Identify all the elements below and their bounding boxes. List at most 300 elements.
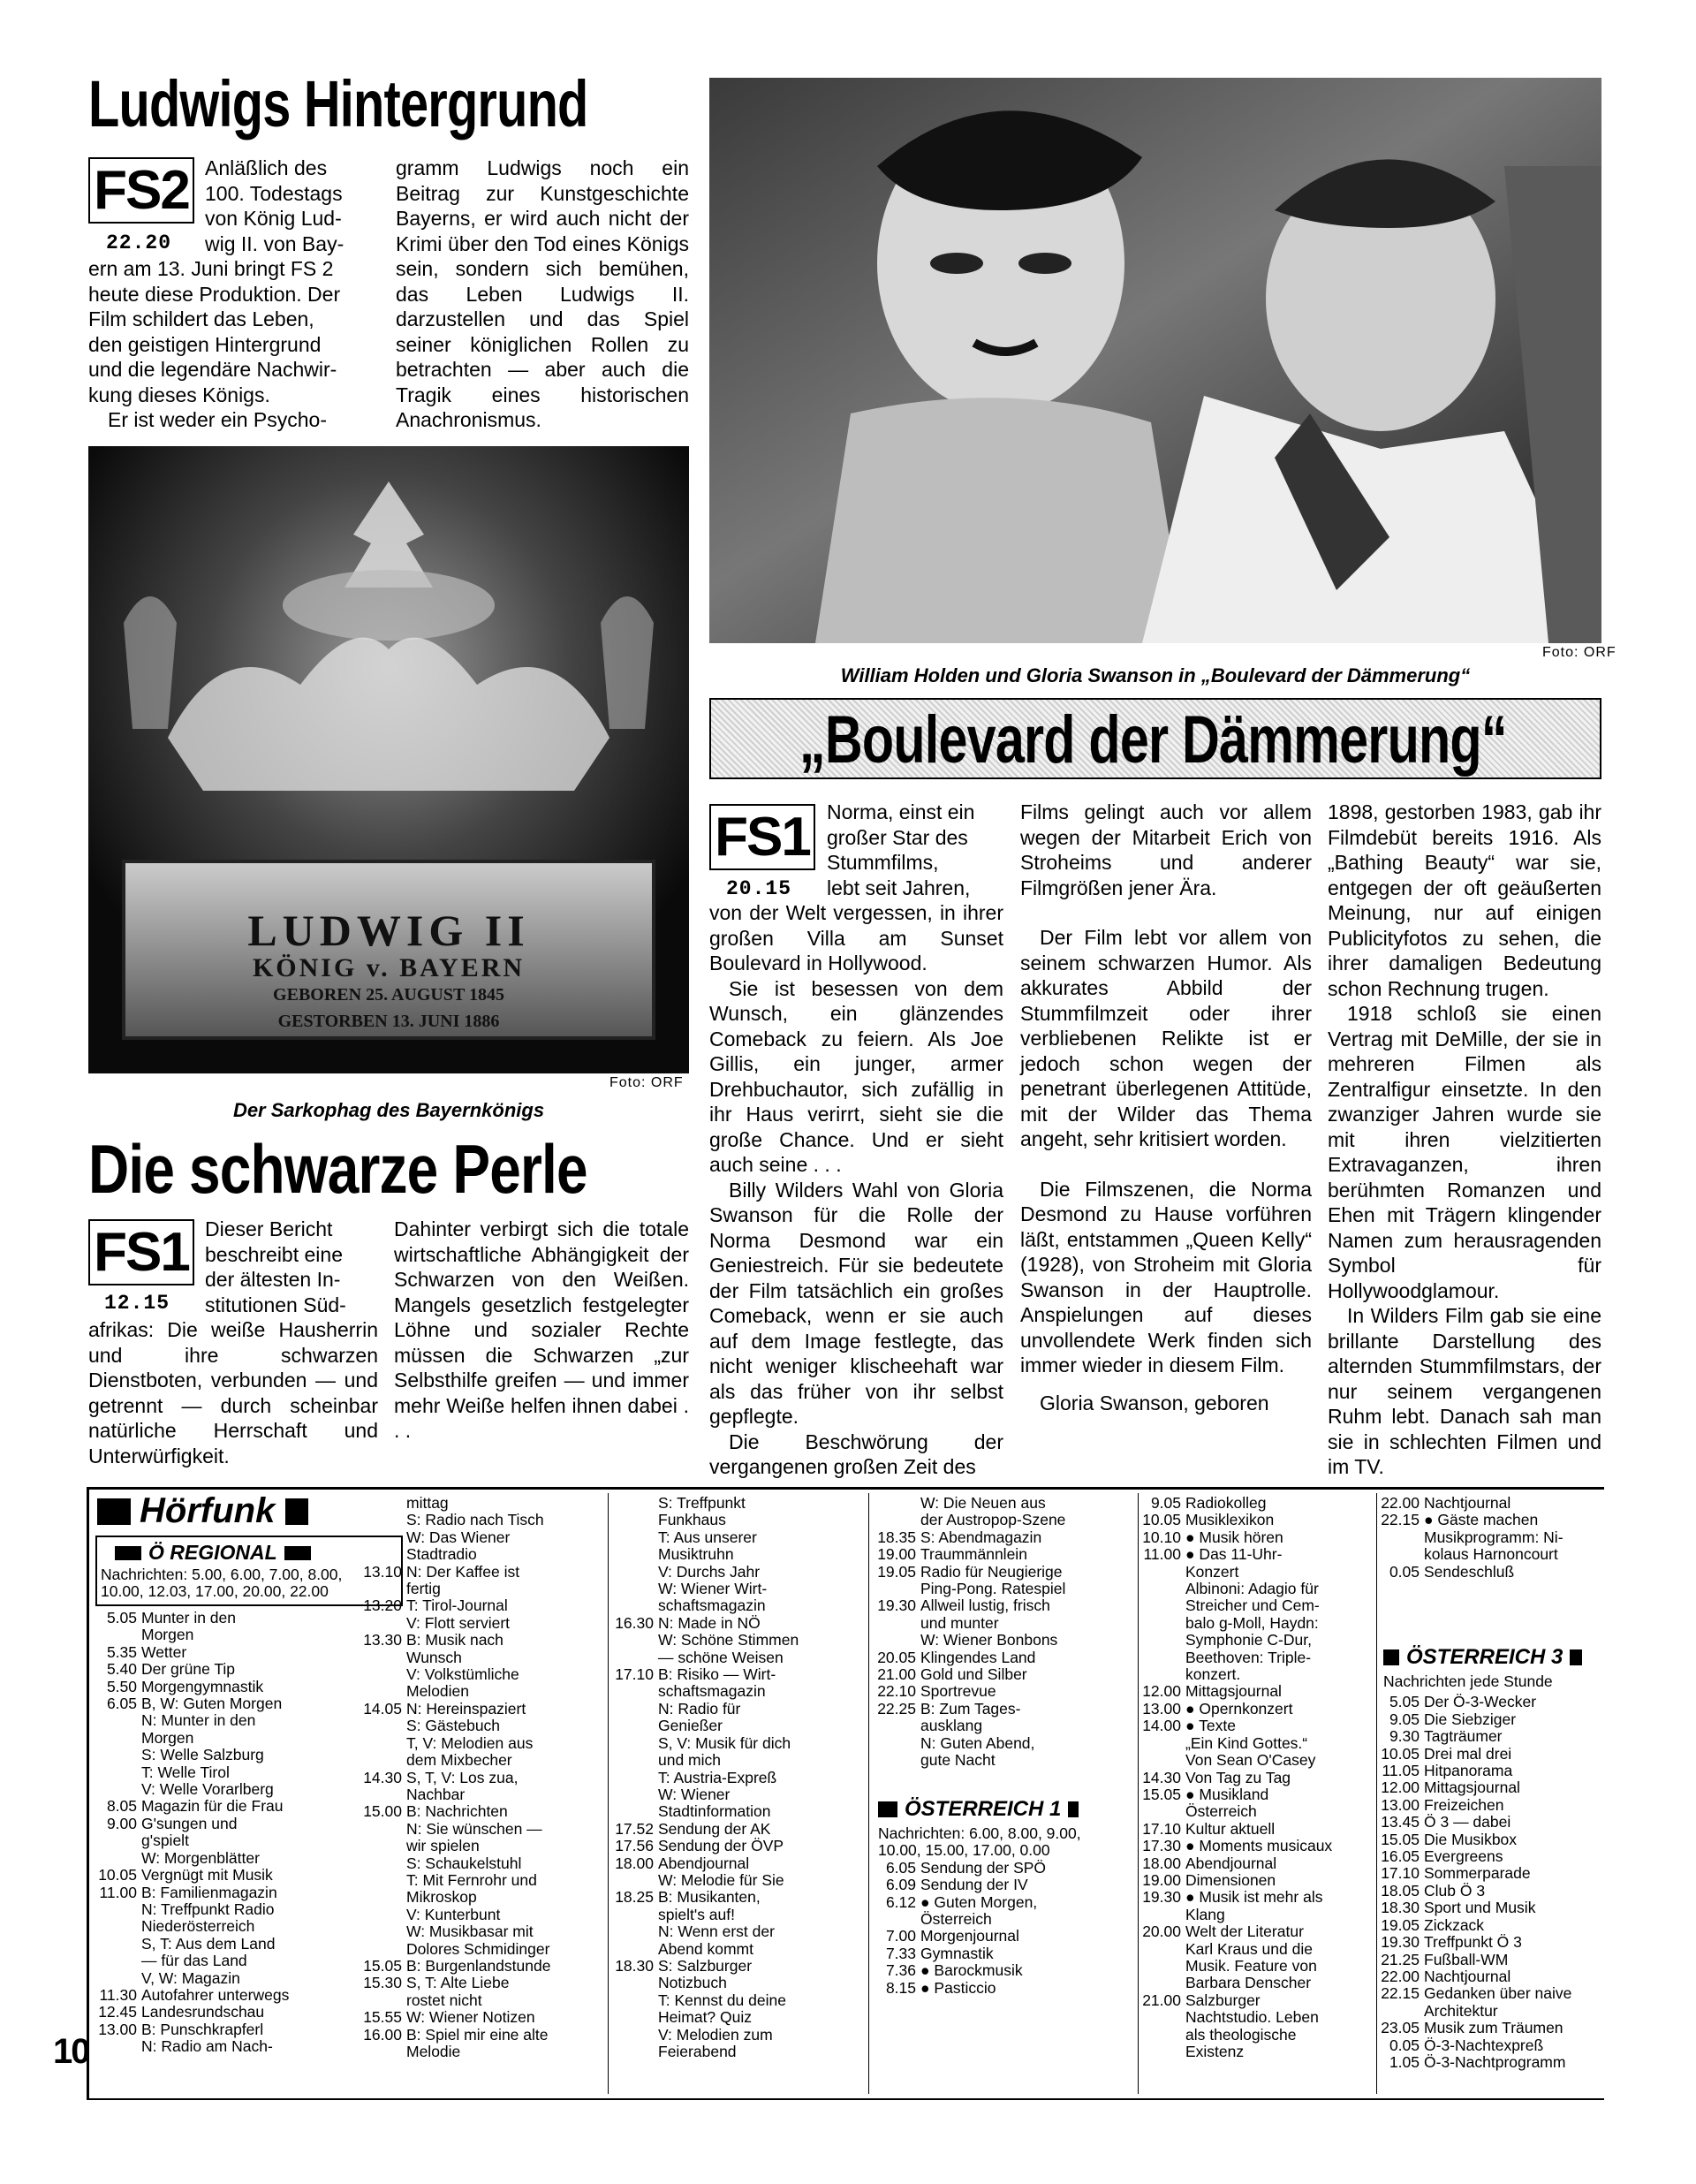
schedule-time: 8.15	[885, 1978, 916, 1997]
square-icon	[1068, 1801, 1079, 1817]
text-line: Anläßlich des	[205, 156, 328, 179]
schedule-time	[874, 1752, 920, 1769]
schedule-program: Musik. Feature von	[1185, 1956, 1317, 1975]
schedule-time: 16.05	[1381, 1847, 1420, 1866]
schedule-time	[612, 1992, 658, 2009]
schedule-row	[874, 1945, 1132, 1962]
schedule-col6a	[1378, 1495, 1599, 1581]
schedule-program: B: Familienmagazin	[141, 1883, 277, 1901]
square-icon	[97, 1498, 131, 1525]
schedule-program: fertig	[406, 1580, 441, 1598]
schedule-row	[1140, 1889, 1378, 1906]
schedule-time: 19.30	[877, 1596, 916, 1615]
schedule-time	[95, 1970, 141, 1987]
schedule-program: Stadtinformation	[658, 1802, 771, 1821]
schedule-time	[360, 1855, 406, 1872]
schedule-program: Streicher und Cem-	[1185, 1596, 1320, 1615]
paragraph: Die Filmszenen, die Norma Desmond zu Hause vorführen läßt, entstammen „Queen Kelly“ (1928), von Stroheim mit Gloria Swanson in der Hauptrolle. Anspielungen auf dieses unvollendete Werk finden sich immer wieder in diesem Film.	[1020, 1177, 1312, 1376]
schedule-row	[612, 1529, 868, 1546]
schedule-row	[612, 1564, 868, 1581]
schedule-program: W: Schöne Stimmen	[658, 1631, 799, 1649]
schedule-program: V: Melodien zum	[658, 2025, 773, 2044]
schedule-program: schaftsmagazin	[658, 1682, 766, 1701]
text-line: beschreibt eine	[205, 1242, 343, 1266]
schedule-time: 22.15	[1381, 1984, 1420, 2003]
schedule-program: Zickzack	[1424, 1915, 1485, 1934]
schedule-program: Sendung der SPÖ	[920, 1858, 1047, 1877]
schedule-time: 8.05	[106, 1797, 137, 1816]
schedule-row	[874, 1735, 1132, 1752]
schedule-row	[874, 1632, 1132, 1649]
schedule-program: V: Volkstümliche	[406, 1665, 519, 1684]
schedule-time	[612, 1512, 658, 1528]
schedule-time	[612, 2044, 658, 2060]
schedule-time: 13.00	[1142, 1699, 1181, 1718]
schedule-row	[1140, 1615, 1378, 1632]
schedule-program: Freizeichen	[1424, 1795, 1504, 1814]
schedule-program: N: Hereinspaziert	[406, 1699, 526, 1718]
schedule-row	[612, 1838, 868, 1854]
schedule-col4	[874, 1495, 1132, 1770]
schedule-program: ausklang	[920, 1717, 983, 1735]
schedule-time	[95, 1850, 141, 1867]
column-divider	[1138, 1493, 1139, 2094]
schedule-time	[874, 1581, 920, 1597]
schedule-program: Hitpanorama	[1424, 1762, 1513, 1780]
schedule-row	[360, 1975, 625, 1991]
oe-regional-heading	[97, 1537, 401, 1565]
text-line: Film schildert das Leben,	[88, 307, 314, 330]
schedule-time	[612, 2027, 658, 2044]
schedule-row	[1378, 1763, 1604, 1779]
schedule-time	[1378, 1529, 1424, 1546]
square-icon	[1570, 1649, 1582, 1665]
schedule-time: 10.05	[1142, 1511, 1181, 1529]
schedule-row	[360, 1821, 625, 1838]
schedule-program: als theologische	[1185, 2025, 1297, 2044]
schedule-row	[612, 2027, 868, 2044]
schedule-program: N: Radio für	[658, 1699, 741, 1718]
schedule-time	[360, 1752, 406, 1769]
schedule-program: Funkhaus	[658, 1511, 726, 1529]
schedule-program: Österreich	[1185, 1802, 1257, 1821]
schedule-program: Sportrevue	[920, 1682, 996, 1701]
schedule-row	[360, 2009, 625, 2026]
schedule-time	[1140, 2027, 1185, 2044]
schedule-time	[1140, 1735, 1185, 1752]
inscription-line: GEBOREN 25. AUGUST 1845	[273, 985, 504, 1005]
square-icon	[115, 1546, 141, 1560]
schedule-time	[95, 1918, 141, 1935]
schedule-program: Magazin für die Frau	[141, 1797, 284, 1816]
schedule-time: 18.35	[877, 1528, 916, 1546]
schedule-row	[612, 1941, 868, 1958]
text-line: kung dieses Königs.	[88, 383, 270, 406]
article1-col1-top	[205, 155, 380, 256]
schedule-row	[360, 1512, 625, 1528]
schedule-program: Österreich	[920, 1910, 992, 1929]
schedule-row	[874, 1877, 1132, 1893]
schedule-row	[1140, 1803, 1378, 1820]
schedule-time	[360, 1581, 406, 1597]
schedule-row	[1140, 1907, 1378, 1923]
schedule-program: — schöne Weisen	[658, 1648, 784, 1666]
schedule-time	[1378, 1546, 1424, 1563]
schedule-program: W: Die Neuen aus	[920, 1494, 1046, 1512]
schedule-row	[360, 1546, 625, 1563]
schedule-time: 19.30	[1142, 1888, 1181, 1907]
schedule-row	[360, 1581, 625, 1597]
schedule-program: B: Spiel mir eine alte	[406, 2025, 549, 2044]
schedule-program: Munter in den	[141, 1609, 237, 1627]
schedule-program: g'spielt	[141, 1831, 189, 1850]
schedule-row	[874, 1911, 1132, 1928]
schedule-time	[360, 1838, 406, 1854]
schedule-program: Wunsch	[406, 1648, 462, 1666]
inscription-line: GESTORBEN 13. JUNI 1886	[277, 1012, 500, 1031]
schedule-program: B: Punschkrapferl	[141, 2020, 264, 2038]
schedule-row	[1378, 1831, 1604, 1848]
schedule-time: 14.00	[1142, 1717, 1181, 1735]
schedule-row	[360, 1615, 625, 1632]
schedule-time: 11.00	[1143, 1545, 1181, 1564]
schedule-program: ● Guten Morgen,	[920, 1892, 1038, 1911]
schedule-row	[1140, 1923, 1378, 1940]
schedule-program: konzert.	[1185, 1665, 1241, 1684]
schedule-time: 17.10	[1142, 1819, 1181, 1838]
film-still-image	[709, 78, 1601, 643]
boulevard-title-banner	[709, 698, 1601, 779]
schedule-program: N: Sie wünschen —	[406, 1819, 542, 1838]
schedule-time	[1140, 1975, 1185, 1991]
schedule-row	[612, 1907, 868, 1923]
schedule-time	[874, 1495, 920, 1512]
schedule-time	[612, 1923, 658, 1940]
schedule-program: Sendung der AK	[658, 1819, 771, 1838]
schedule-time: 11.00	[99, 1883, 137, 1901]
schedule-row	[1140, 2009, 1378, 2026]
hoerfunk-heading	[97, 1491, 308, 1531]
schedule-time: 7.00	[885, 1927, 916, 1945]
schedule-program: T, V: Melodien aus	[406, 1733, 534, 1752]
schedule-program: Nachtjournal	[1424, 1494, 1511, 1512]
schedule-time: 0.05	[1389, 1562, 1420, 1581]
schedule-program: Ping-Pong. Ratespiel	[920, 1580, 1066, 1598]
text-line: ern am 13. Juni bringt FS 2	[88, 257, 334, 280]
schedule-row	[874, 1564, 1132, 1581]
schedule-row	[612, 1649, 868, 1666]
schedule-time	[1140, 2044, 1185, 2060]
schedule-time	[612, 1786, 658, 1803]
schedule-row	[612, 1615, 868, 1632]
schedule-program: ● Das 11-Uhr-	[1185, 1545, 1283, 1564]
schedule-program: ● Musikland	[1185, 1785, 1269, 1803]
schedule-row	[360, 1735, 625, 1752]
schedule-program: Musiklexikon	[1185, 1511, 1275, 1529]
schedule-program: W: Melodie für Sie	[658, 1870, 784, 1889]
schedule-row	[1140, 1546, 1378, 1563]
schedule-program: V: Durchs Jahr	[658, 1562, 761, 1581]
schedule-program: S: Gästebuch	[406, 1717, 501, 1735]
schedule-row	[1140, 1581, 1378, 1597]
schedule-program: T: Welle Tirol	[141, 1763, 230, 1781]
schedule-row	[1140, 1529, 1378, 1546]
schedule-time	[874, 1911, 920, 1928]
schedule-time: 10.10	[1142, 1528, 1181, 1546]
schedule-row	[360, 1701, 625, 1718]
schedule-program: Traummännlein	[920, 1545, 1027, 1564]
schedule-row	[360, 1923, 625, 1940]
schedule-time	[612, 1941, 658, 1958]
schedule-program: S: Treffpunkt	[658, 1494, 746, 1512]
station-title: ÖSTERREICH 3	[1406, 1645, 1564, 1669]
schedule-time	[1140, 1564, 1185, 1581]
schedule-time: 18.30	[615, 1956, 654, 1975]
schedule-time	[1140, 1752, 1185, 1769]
schedule-program: Musikprogramm: Ni-	[1424, 1528, 1564, 1546]
schedule-row	[1378, 1985, 1604, 2002]
schedule-program: der Austropop-Szene	[920, 1511, 1066, 1529]
schedule-time	[1140, 1615, 1185, 1632]
schedule-time: 17.10	[615, 1665, 654, 1684]
schedule-row	[874, 1597, 1132, 1614]
column-divider	[868, 1493, 869, 2094]
schedule-time	[360, 1907, 406, 1923]
schedule-row	[1378, 1694, 1604, 1710]
schedule-time: 18.05	[1381, 1881, 1420, 1900]
schedule-program: schaftsmagazin	[658, 1596, 766, 1615]
schedule-time: 10.05	[98, 1866, 137, 1884]
schedule-time: 19.05	[877, 1562, 916, 1581]
schedule-time	[612, 1803, 658, 1820]
schedule-row	[1378, 1900, 1604, 1916]
schedule-row	[1140, 1855, 1378, 1872]
schedule-time	[1378, 2003, 1424, 2020]
schedule-row	[874, 1860, 1132, 1877]
schedule-program: und mich	[658, 1751, 722, 1770]
schedule-time: 13.20	[363, 1596, 402, 1615]
schedule-row	[1378, 1512, 1599, 1528]
schedule-time	[612, 1975, 658, 1991]
schedule-program: Albinoni: Adagio für	[1185, 1580, 1319, 1598]
schedule-row	[1140, 1597, 1378, 1614]
schedule-row	[874, 1666, 1132, 1683]
schedule-row	[874, 1495, 1132, 1512]
schedule-time	[360, 1821, 406, 1838]
schedule-row	[874, 1894, 1132, 1911]
schedule-time	[1140, 1958, 1185, 1975]
schedule-time	[360, 1495, 406, 1512]
schedule-program: „Ein Kind Gottes.“	[1185, 1733, 1308, 1752]
schedule-program: balo g-Moll, Haydn:	[1185, 1613, 1319, 1632]
schedule-row	[1378, 2003, 1604, 2020]
schedule-program: S, V: Musik für dich	[658, 1733, 791, 1752]
schedule-program: Evergreens	[1424, 1847, 1503, 1866]
schedule-row	[612, 1958, 868, 1975]
schedule-time	[874, 1632, 920, 1649]
schedule-program: Musiktruhn	[658, 1545, 734, 1564]
schedule-program: — für das Land	[141, 1952, 247, 1970]
schedule-program: Allweil lustig, frisch	[920, 1596, 1050, 1615]
schedule-time	[360, 1615, 406, 1632]
schedule-program: gute Nacht	[920, 1751, 996, 1770]
schedule-program: wir spielen	[406, 1837, 480, 1855]
schedule-program: Mikroskop	[406, 1888, 477, 1907]
schedule-time	[612, 1529, 658, 1546]
news-times: Nachrichten jede Stunde	[1383, 1672, 1553, 1690]
schedule-time: 6.05	[106, 1695, 137, 1713]
schedule-row	[360, 1666, 625, 1683]
schedule-row	[1140, 2044, 1378, 2060]
schedule-time	[95, 1936, 141, 1953]
schedule-row	[1140, 1821, 1378, 1838]
schedule-row	[360, 1872, 625, 1889]
schedule-time: 14.30	[1142, 1768, 1181, 1786]
schedule-col2	[360, 1495, 625, 2060]
schedule-time: 13.30	[363, 1631, 402, 1649]
schedule-time: 7.36	[885, 1961, 916, 1980]
schedule-time	[95, 1627, 141, 1643]
schedule-program: Der Ö-3-Wecker	[1424, 1693, 1537, 1711]
schedule-time	[612, 1495, 658, 1512]
schedule-time: 9.05	[1389, 1710, 1420, 1728]
schedule-row	[874, 1718, 1132, 1734]
schedule-time: 5.40	[106, 1660, 137, 1679]
schedule-time: 18.00	[615, 1854, 654, 1872]
schedule-time: 22.00	[1381, 1494, 1420, 1512]
schedule-program: Beethoven: Triple-	[1185, 1648, 1312, 1666]
schedule-time: 15.05	[363, 1956, 402, 1975]
schedule-program: Sommerparade	[1424, 1864, 1531, 1883]
schedule-row	[612, 1546, 868, 1563]
schedule-program: Symphonie C-Dur,	[1185, 1631, 1312, 1649]
schedule-row	[1378, 1495, 1599, 1512]
schedule-time: 22.10	[877, 1682, 916, 1701]
oe-regional-box	[95, 1536, 403, 1606]
schedule-program: Ö-3-Nachtprogramm	[1424, 2052, 1566, 2071]
schedule-program: ● Musik hören	[1185, 1528, 1283, 1546]
schedule-row	[1140, 2027, 1378, 2044]
schedule-time: 19.30	[1381, 1933, 1420, 1952]
schedule-program: Abendjournal	[1185, 1854, 1277, 1872]
article3-col1-top	[205, 1217, 378, 1317]
schedule-time	[95, 1832, 141, 1849]
schedule-row	[1140, 1786, 1378, 1803]
schedule-time: 12.00	[1381, 1778, 1420, 1797]
schedule-program: Tagträumer	[1424, 1727, 1503, 1746]
schedule-program: T: Aus unserer	[658, 1528, 757, 1546]
schedule-program: W: Wiener Wirt-	[658, 1580, 768, 1598]
square-icon	[285, 1498, 308, 1525]
schedule-program: W: Wiener Bonbons	[920, 1631, 1058, 1649]
schedule-time: 17.56	[615, 1837, 654, 1855]
schedule-program: B: Risiko — Wirt-	[658, 1665, 776, 1684]
schedule-time	[1140, 1803, 1185, 1820]
schedule-row	[360, 1907, 625, 1923]
schedule-program: Die Siebziger	[1424, 1710, 1517, 1728]
schedule-program: Abendjournal	[658, 1854, 750, 1872]
schedule-program: Morgen	[141, 1728, 194, 1747]
schedule-row	[874, 1615, 1132, 1632]
schedule-row	[612, 1666, 868, 1683]
station-title: ÖSTERREICH 1	[905, 1797, 1062, 1821]
channel-label: FS2	[94, 160, 189, 221]
schedule-program: N: Munter in den	[141, 1711, 256, 1730]
schedule-program: Drei mal drei	[1424, 1744, 1512, 1763]
schedule-row	[1140, 1838, 1378, 1854]
schedule-program: S: Salzburger	[658, 1956, 753, 1975]
oe3-block	[1378, 1645, 1604, 2071]
schedule-program: Die Musikbox	[1424, 1830, 1518, 1848]
headline-die-schwarze-perle: Die schwarze Perle	[88, 1130, 587, 1208]
schedule-program: N: Wenn erst der	[658, 1922, 775, 1941]
article2-col3	[1328, 800, 1601, 1480]
photo-credit: Foto: ORF	[1542, 645, 1616, 660]
paragraph: Sie ist besessen von dem Wunsch, ein glänzendes Comeback zu feiern. Als Joe Gillis, ein junger, armer Drehbuchautor, sich zufällig in ihr Haus verirrt, sieht sie die große Chance. Und er sieht auch seine . . .	[709, 976, 1003, 1176]
column-divider	[1376, 1493, 1377, 2094]
schedule-row	[1378, 1934, 1604, 1951]
schedule-row	[612, 1718, 868, 1734]
square-icon	[878, 1801, 897, 1817]
schedule-time	[95, 1953, 141, 1969]
schedule-row	[360, 1770, 625, 1786]
schedule-program: Radiokolleg	[1185, 1494, 1267, 1512]
schedule-program: V: Welle Vorarlberg	[141, 1780, 274, 1799]
schedule-program: ● Musik ist mehr als	[1185, 1888, 1323, 1907]
schedule-program: V: Kunterbunt	[406, 1905, 501, 1923]
schedule-time: 16.30	[615, 1613, 654, 1632]
schedule-row	[1140, 1632, 1378, 1649]
schedule-row	[1140, 1992, 1378, 2009]
schedule-program: Architektur	[1424, 2001, 1498, 2020]
schedule-time	[360, 1666, 406, 1683]
schedule-row	[1140, 1735, 1378, 1752]
boulevard-photo	[709, 78, 1601, 643]
schedule-time: 13.00	[1381, 1795, 1420, 1814]
schedule-row	[1140, 1752, 1378, 1769]
schedule-time: 22.00	[1381, 1967, 1420, 1985]
schedule-time: 11.05	[1382, 1762, 1420, 1780]
schedule-col5	[1140, 1495, 1378, 2060]
schedule-time	[1140, 1632, 1185, 1649]
schedule-time	[612, 1597, 658, 1614]
schedule-program: T: Austria-Expreß	[658, 1768, 777, 1786]
schedule-time	[1140, 2009, 1185, 2026]
schedule-time	[360, 1649, 406, 1666]
schedule-row	[1378, 1848, 1604, 1865]
schedule-time	[874, 1512, 920, 1528]
schedule-program: Klingendes Land	[920, 1648, 1036, 1666]
schedule-row	[874, 1683, 1132, 1700]
schedule-time: 19.00	[1142, 1870, 1181, 1889]
schedule-time	[95, 1781, 141, 1798]
schedule-program: ● Moments musicaux	[1185, 1837, 1333, 1855]
article2-col1-bottom	[709, 900, 1003, 1480]
schedule-row	[612, 1512, 868, 1528]
text-line: der ältesten In-	[205, 1268, 341, 1291]
oe3-heading	[1378, 1645, 1604, 1670]
bottom-rule	[87, 2098, 1604, 2100]
oe1-block	[874, 1797, 1132, 1997]
schedule-program: ● Gäste machen	[1424, 1511, 1539, 1529]
schedule-row	[1378, 2054, 1604, 2071]
schedule-program: S: Schaukelstuhl	[406, 1854, 522, 1872]
broadcast-time: 12.15	[104, 1292, 170, 1315]
schedule-row	[1140, 1958, 1378, 1975]
schedule-time: 20.05	[877, 1648, 916, 1666]
schedule-time: 9.30	[1389, 1727, 1420, 1746]
schedule-row	[612, 1889, 868, 1906]
